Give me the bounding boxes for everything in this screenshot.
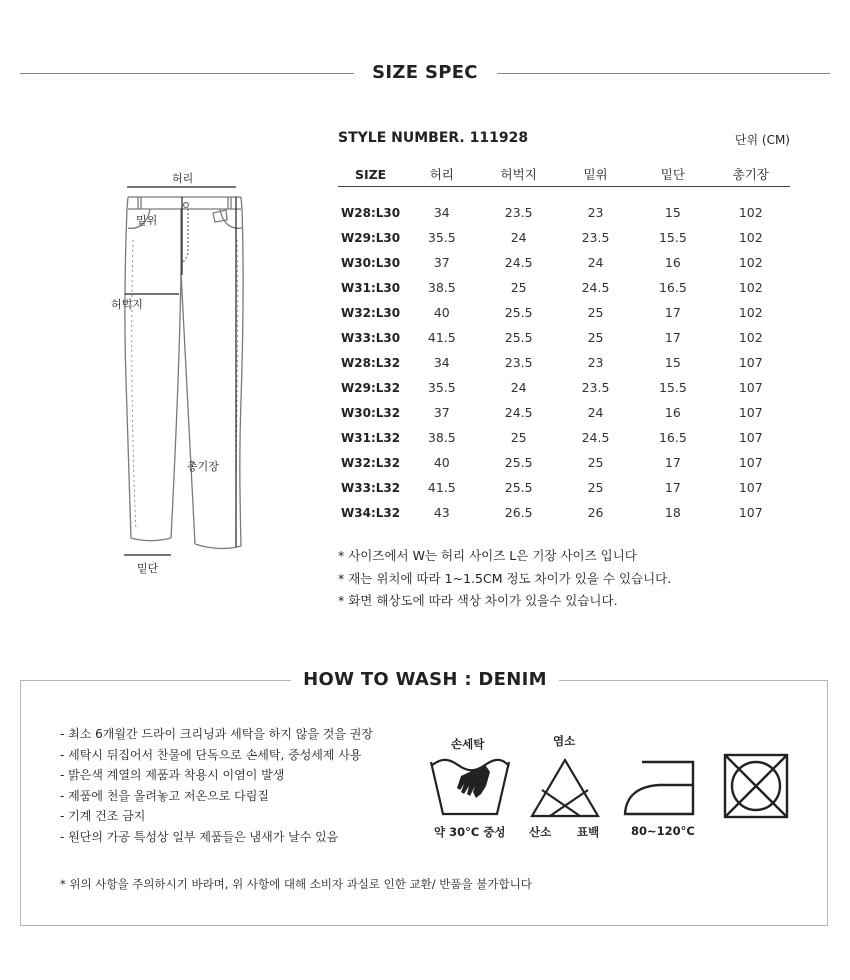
hand-wash-icon [428,752,512,818]
table-cell: 15.5 [658,230,687,245]
wash-title: HOW TO WASH : DENIM [303,669,547,690]
table-cell: 38.5 [427,430,456,445]
bleach-icon [528,756,602,820]
diagram-label-thigh: 허벅지 [111,298,143,311]
table-cell: W28:L32 [341,355,401,370]
wash-instruction-item: - 제품에 천을 올려놓고 저온으로 다림질 [60,788,269,803]
note-item: * 사이즈에서 W는 허리 사이즈 L은 기장 사이즈 입니다 [338,548,637,563]
table-cell: 26 [587,505,604,520]
note-item: * 화면 해상도에 따라 색상 차이가 있을수 있습니다. [338,593,618,608]
table-cell: 17 [664,330,681,345]
table-row [338,300,790,325]
table-cell: W33:L30 [341,330,401,345]
column-header-total-length: 총기장 [712,162,790,187]
table-cell: 43 [433,505,450,520]
table-cell: 35.5 [427,230,456,245]
table-cell: 25 [587,455,604,470]
table-cell: 24 [587,405,604,420]
table-cell: 16 [664,255,681,270]
table-cell: 25.5 [504,480,533,495]
table-header-row [338,162,790,187]
column-header-size: SIZE [338,162,403,187]
table-row [338,225,790,250]
table-cell: 25 [587,305,604,320]
table-row [338,400,790,425]
table-cell: 107 [738,355,763,370]
table-cell: 24.5 [581,430,610,445]
table-cell: 17 [664,455,681,470]
wash-instructions [60,724,373,848]
note-item: * 재는 위치에 따라 1~1.5CM 정도 차이가 있을 수 있습니다. [338,570,672,586]
table-cell: W30:L32 [341,405,401,420]
column-header-thigh: 허벅지 [481,162,557,187]
table-cell: 25.5 [504,455,533,470]
column-header-hem: 밑단 [634,162,711,187]
table-row [338,325,790,350]
pants-illustration [100,180,260,580]
table-cell: W28:L30 [341,205,401,220]
table-cell: 102 [738,205,763,220]
table-cell: 23 [587,355,604,370]
table-cell: 102 [738,255,763,270]
size-table [338,162,790,525]
iron-icon [622,758,698,818]
table-cell: 25 [587,480,604,495]
bleach-bleach-label: 표백 [577,825,600,839]
table-cell: W32:L32 [341,455,401,470]
table-cell: W31:L32 [341,430,401,445]
table-row [338,425,790,450]
table-cell: 16 [664,405,681,420]
table-cell: 37 [433,255,450,270]
table-cell: 23.5 [581,230,610,245]
table-cell: 102 [738,305,763,320]
wash-instruction-item: - 최소 6개월간 드라이 크리닝과 세탁을 하지 않을 것을 권장 [60,727,373,741]
no-tumble-dry-icon [722,752,790,820]
table-cell: 25 [587,330,604,345]
table-cell: 17 [664,480,681,495]
wash-instruction-item: - 세탁시 뒤집어서 찬물에 단독으로 손세탁, 중성세제 사용 [60,747,362,762]
table-cell: 25 [510,280,527,295]
hand-wash-temp-label: 약 30°C 중성 [434,825,506,839]
table-cell: 35.5 [427,380,456,395]
wash-instruction-item: - 기계 건조 금지 [60,809,146,824]
table-cell: W29:L32 [341,380,401,395]
table-cell: 107 [738,480,763,495]
bleach-label: 염소 [553,734,576,748]
table-cell: 107 [738,405,763,420]
unit-label: 단위 (CM) [734,133,790,147]
table-cell: 25.5 [504,305,533,320]
table-cell: 40 [433,455,450,470]
table-cell: 107 [738,455,763,470]
wash-footer-note: * 위의 사항을 주의하시기 바라며, 위 사항에 대해 소비자 과실로 인한 교환/ 반품을 불가합니다 [60,877,532,891]
table-cell: 15 [664,205,681,220]
table-cell: 18 [664,505,681,520]
table-cell: W33:L32 [341,480,401,495]
table-cell: 23.5 [581,380,610,395]
table-cell: 34 [433,355,450,370]
table-cell: 24 [510,380,527,395]
table-cell: 15.5 [658,380,687,395]
table-cell: 107 [738,505,763,520]
wash-instruction-item: - 밝은색 계열의 제품과 착용시 이염이 발생 [60,768,285,783]
table-row [338,500,790,525]
table-row [338,250,790,275]
table-cell: 102 [738,280,763,295]
table-cell: 24.5 [504,255,533,270]
diagram-label-total-length: 총기장 [187,460,219,473]
table-cell: W31:L30 [341,280,401,295]
table-row [338,275,790,300]
table-cell: W29:L30 [341,230,401,245]
table-cell: 23.5 [504,355,533,370]
bleach-oxygen-label: 산소 [529,825,552,839]
iron-temp-label: 80~120°C [631,824,695,838]
table-cell: 23.5 [504,205,533,220]
table-cell: 24.5 [581,280,610,295]
table-cell: 34 [433,205,450,220]
table-cell: 16.5 [658,430,687,445]
table-cell: 16.5 [658,280,687,295]
table-cell: 23 [587,205,604,220]
table-cell: W30:L30 [341,255,401,270]
column-header-rise: 밑위 [557,162,634,187]
table-cell: 37 [433,405,450,420]
table-row [338,475,790,500]
table-row [338,450,790,475]
table-cell: 102 [738,230,763,245]
style-number: STYLE NUMBER. 111928 [338,130,529,146]
table-row [338,350,790,375]
table-row [338,187,790,226]
table-row [338,375,790,400]
table-cell: 17 [664,305,681,320]
table-cell: 107 [738,380,763,395]
table-cell: 38.5 [427,280,456,295]
table-cell: 24 [510,230,527,245]
table-cell: 25 [510,430,527,445]
table-cell: 40 [433,305,450,320]
wash-instruction-item: - 원단의 가공 특성상 일부 제품들은 냄새가 날수 있음 [60,829,339,844]
column-header-waist: 허리 [403,162,480,187]
title-rule-right [497,73,830,74]
size-notes [338,545,671,613]
table-cell: 102 [738,330,763,345]
table-cell: 24 [587,255,604,270]
table-cell: 25.5 [504,330,533,345]
diagram-label-waist: 허리 [172,172,194,185]
table-cell: 15 [664,355,681,370]
table-cell: 41.5 [427,480,456,495]
table-cell: 107 [738,430,763,445]
table-cell: 26.5 [504,505,533,520]
table-cell: 41.5 [427,330,456,345]
diagram-label-rise: 밑위 [136,214,158,227]
table-cell: W32:L30 [341,305,401,320]
diagram-label-hem: 밑단 [137,562,159,575]
table-cell: 24.5 [504,405,533,420]
table-cell: W34:L32 [341,505,401,520]
hand-wash-label: 손세탁 [451,737,485,751]
size-spec-title: SIZE SPEC [372,62,478,83]
